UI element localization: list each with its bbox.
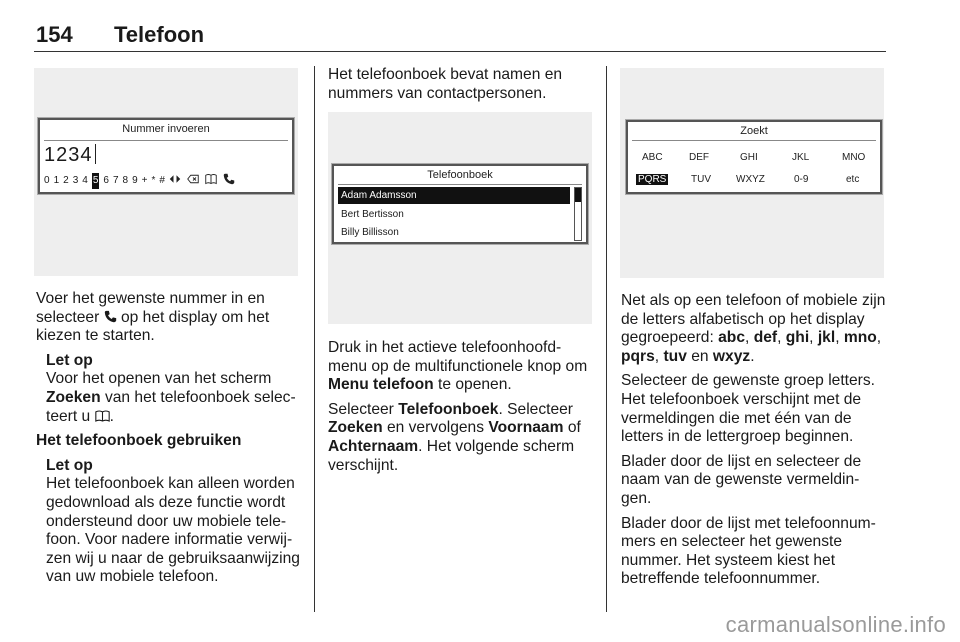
text: Net als op een telefoon of mobiele zijn bbox=[621, 292, 886, 309]
display-screen bbox=[626, 120, 882, 194]
letter-group-pqrs[interactable]: PQRS bbox=[638, 174, 667, 185]
page-number: 154 bbox=[36, 22, 73, 47]
phone-icon bbox=[104, 310, 117, 323]
text: gedownload als deze functie wordt bbox=[46, 493, 286, 511]
entered-number bbox=[44, 144, 96, 167]
key-*[interactable]: * bbox=[151, 175, 156, 186]
key-4[interactable]: 4 bbox=[82, 175, 88, 186]
text: vermeldingen die met één van de bbox=[621, 409, 852, 427]
display-screen bbox=[38, 118, 294, 194]
text: Blader door de lijst met telefoonnum- bbox=[621, 514, 876, 532]
text: van het telefoonboek selec- bbox=[104, 388, 296, 406]
cursor-left-right-icon[interactable] bbox=[169, 173, 181, 185]
text-cursor bbox=[95, 144, 96, 164]
text: zen wij u naar de gebruiksaanwijzing bbox=[46, 549, 300, 567]
text: menu op de multifunctionele knop om bbox=[328, 357, 588, 375]
text-bold: ghi bbox=[785, 329, 810, 347]
paragraph bbox=[621, 292, 896, 366]
text: foon. Voor nadere informatie verwij- bbox=[46, 531, 293, 549]
screen-title: Telefoonboek bbox=[427, 169, 493, 181]
screen-title: Zoekt bbox=[740, 125, 768, 137]
text-bold: def bbox=[753, 329, 778, 347]
figure-phonebook bbox=[328, 112, 592, 324]
entered-digits: 1234 bbox=[44, 144, 93, 166]
text: Druk in het actieve telefoonhoofd- bbox=[328, 339, 562, 356]
paragraph bbox=[621, 515, 896, 589]
text-bold: Telefoonboek bbox=[398, 400, 499, 418]
text: , bbox=[654, 347, 660, 365]
text-bold: wxyz bbox=[712, 347, 751, 365]
title-divider bbox=[632, 140, 876, 141]
book-icon bbox=[95, 410, 110, 422]
text: letters in de lettergroep beginnen. bbox=[621, 428, 854, 446]
title-divider bbox=[338, 184, 582, 185]
backspace-icon[interactable] bbox=[187, 173, 199, 185]
text: Het telefoonboek verschijnt met de bbox=[621, 390, 862, 408]
text: . Het volgende scherm bbox=[418, 437, 575, 455]
text: . bbox=[109, 407, 114, 425]
header-rule bbox=[34, 51, 886, 52]
text: van uw mobiele telefoon. bbox=[46, 568, 219, 586]
text: verschijnt. bbox=[328, 456, 399, 474]
paragraph bbox=[328, 401, 598, 475]
text: of bbox=[567, 419, 581, 437]
text: ondersteund door uw mobiele tele- bbox=[46, 512, 287, 530]
text: naam van de gewenste vermeldin- bbox=[621, 471, 860, 489]
text-bold: Zoeken bbox=[328, 419, 383, 437]
key-8[interactable]: 8 bbox=[122, 175, 129, 186]
letter-group-abc[interactable]: ABC bbox=[642, 152, 663, 163]
letter-group-digits[interactable]: 0-9 bbox=[794, 174, 809, 185]
screen-title: Nummer invoeren bbox=[122, 123, 210, 135]
text: mers en selecteer het gewenste bbox=[621, 533, 843, 551]
column-1 bbox=[36, 290, 306, 587]
text-bold: mno bbox=[843, 329, 877, 347]
text: te openen. bbox=[438, 376, 512, 394]
key-0[interactable]: 0 bbox=[44, 175, 50, 186]
key-+[interactable]: + bbox=[141, 175, 148, 186]
text: nummers van contactpersonen. bbox=[328, 84, 547, 102]
letter-group-mno[interactable]: MNO bbox=[842, 152, 866, 163]
text-bold: Menu telefoon bbox=[328, 376, 434, 394]
column-divider-2 bbox=[606, 66, 607, 612]
key-3[interactable]: 3 bbox=[72, 175, 79, 186]
text-bold: pqrs bbox=[621, 347, 655, 365]
text: Selecteer bbox=[328, 400, 394, 418]
column-3 bbox=[621, 292, 896, 595]
digit-keypad bbox=[44, 173, 241, 189]
list-item[interactable]: Bert Bertisson bbox=[341, 209, 404, 220]
text-bold: abc bbox=[718, 329, 745, 347]
text: en vervolgens bbox=[386, 419, 485, 437]
text: . Selecteer bbox=[498, 400, 573, 418]
text: Voor het openen van het scherm bbox=[46, 370, 272, 388]
note-block bbox=[36, 457, 306, 587]
text: nummer. Het systeem kiest het bbox=[621, 551, 836, 569]
text-bold: Achternaam bbox=[328, 437, 419, 455]
letter-group-jkl[interactable]: JKL bbox=[792, 152, 810, 163]
page-title: Telefoon bbox=[114, 22, 205, 47]
key-1[interactable]: 1 bbox=[53, 175, 60, 186]
text: , bbox=[777, 329, 782, 347]
text-bold: jkl bbox=[817, 329, 836, 347]
text: Blader door de lijst en selecteer de bbox=[621, 452, 862, 470]
section-heading bbox=[36, 432, 306, 451]
figure-search bbox=[620, 68, 884, 278]
title-divider bbox=[44, 140, 288, 141]
figure-number-entry bbox=[34, 68, 298, 276]
scrollbar[interactable] bbox=[574, 187, 582, 241]
text: , bbox=[876, 329, 882, 347]
phone-icon[interactable] bbox=[223, 173, 235, 185]
text: de letters alfabetisch op het display bbox=[621, 310, 865, 328]
book-icon[interactable] bbox=[205, 173, 217, 185]
key-7[interactable]: 7 bbox=[112, 175, 119, 186]
letter-group-etc[interactable]: etc bbox=[846, 174, 860, 185]
text: Het telefoonboek kan alleen worden bbox=[46, 475, 295, 493]
key-#[interactable]: # bbox=[159, 175, 165, 186]
paragraph bbox=[621, 372, 896, 446]
key-5[interactable]: 5 bbox=[92, 173, 100, 189]
paragraph bbox=[621, 453, 896, 509]
text: . bbox=[750, 347, 755, 365]
text: , bbox=[745, 329, 750, 347]
text-bold: tuv bbox=[663, 347, 687, 365]
scrollbar-thumb[interactable] bbox=[575, 188, 581, 202]
text: , bbox=[809, 329, 814, 347]
key-2[interactable]: 2 bbox=[63, 175, 69, 186]
column-2-intro bbox=[328, 66, 598, 103]
column-2 bbox=[328, 339, 598, 481]
text: op het display om het bbox=[120, 308, 270, 326]
key-6[interactable]: 6 bbox=[103, 175, 109, 186]
letter-group-def[interactable]: DEF bbox=[689, 152, 709, 163]
note-title: Let op bbox=[46, 351, 93, 369]
paragraph bbox=[36, 290, 306, 346]
text: Selecteer de gewenste groep letters. bbox=[621, 372, 875, 390]
paragraph bbox=[328, 339, 598, 395]
text-bold: Voornaam bbox=[488, 419, 564, 437]
text: Voer het gewenste nummer in en bbox=[36, 290, 265, 307]
note-title: Let op bbox=[46, 456, 93, 474]
text: kiezen te starten. bbox=[36, 327, 155, 345]
letter-group-ghi[interactable]: GHI bbox=[740, 152, 758, 163]
key-9[interactable]: 9 bbox=[132, 175, 138, 186]
text: betreffende telefoonnummer. bbox=[621, 570, 821, 588]
list-item[interactable]: Adam Adamsson bbox=[338, 187, 570, 204]
text: teert u bbox=[46, 407, 91, 425]
text: gegroepeerd: bbox=[621, 329, 714, 347]
letter-group-tuv[interactable]: TUV bbox=[691, 174, 711, 185]
list-item[interactable]: Billy Billisson bbox=[341, 227, 399, 238]
heading-text: Het telefoonboek gebruiken bbox=[36, 432, 242, 450]
note-block bbox=[36, 352, 306, 426]
text: en bbox=[691, 347, 709, 365]
text: , bbox=[835, 329, 840, 347]
text: gen. bbox=[621, 489, 652, 507]
watermark: carmanualsonline.info bbox=[725, 612, 946, 637]
letter-group-wxyz[interactable]: WXYZ bbox=[736, 174, 765, 185]
column-divider-1 bbox=[314, 66, 315, 612]
text: selecteer bbox=[36, 308, 100, 326]
display-screen bbox=[332, 164, 588, 244]
text: Het telefoonboek bevat namen en bbox=[328, 66, 563, 83]
text-bold: Zoeken bbox=[46, 388, 101, 406]
